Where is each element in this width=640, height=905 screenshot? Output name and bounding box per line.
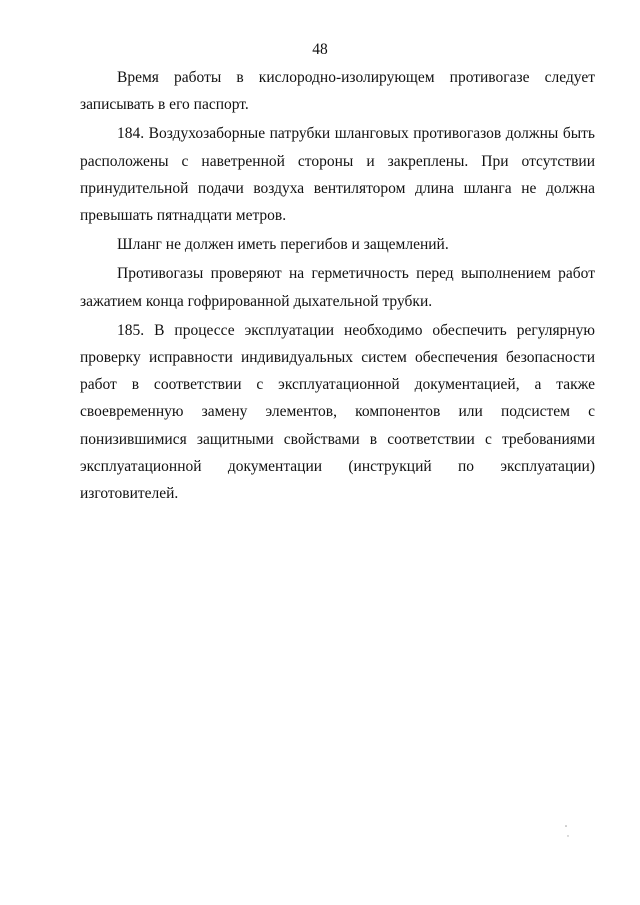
paragraph-oxygen-isolating-mask: Время работы в кислородно-изолирующем противогазе следует записывать в его паспорт. — [80, 69, 595, 114]
paragraph-184-hose-intakes: 184. Воздухозаборные патрубки шланговых противогазов должны быть расположены с наветренной стороны и закреплены. При отсутствии принудительной подачи воздуха вентилятором длина шланга не должна превышать пятнадцати метров. — [80, 125, 595, 225]
paragraph-185-maintenance: 185. В процессе эксплуатации необходимо обеспечить регулярную проверку исправности индивидуальных систем обеспечения безопасности работ в соответствии с эксплуатационной документацией, а также своевременную замену элементов, компонентов или подсистем с понизившимися защитными свойствами в соответствии с требованиями эксплуатационной документации (инструкций по эксплуатации) изготовителей. — [80, 321, 595, 503]
paragraph-hose-no-kinks: Шланг не должен иметь перегибов и защемлений. — [117, 236, 449, 254]
paragraph-leak-test: Противогазы проверяют на герметичность перед выполнением работ зажатием конца гофрированной дыхательной трубки. — [80, 265, 595, 310]
scan-speck — [565, 825, 567, 827]
document-body — [80, 64, 595, 507]
scan-speck — [567, 835, 568, 836]
page-number: 48 — [312, 41, 328, 58]
